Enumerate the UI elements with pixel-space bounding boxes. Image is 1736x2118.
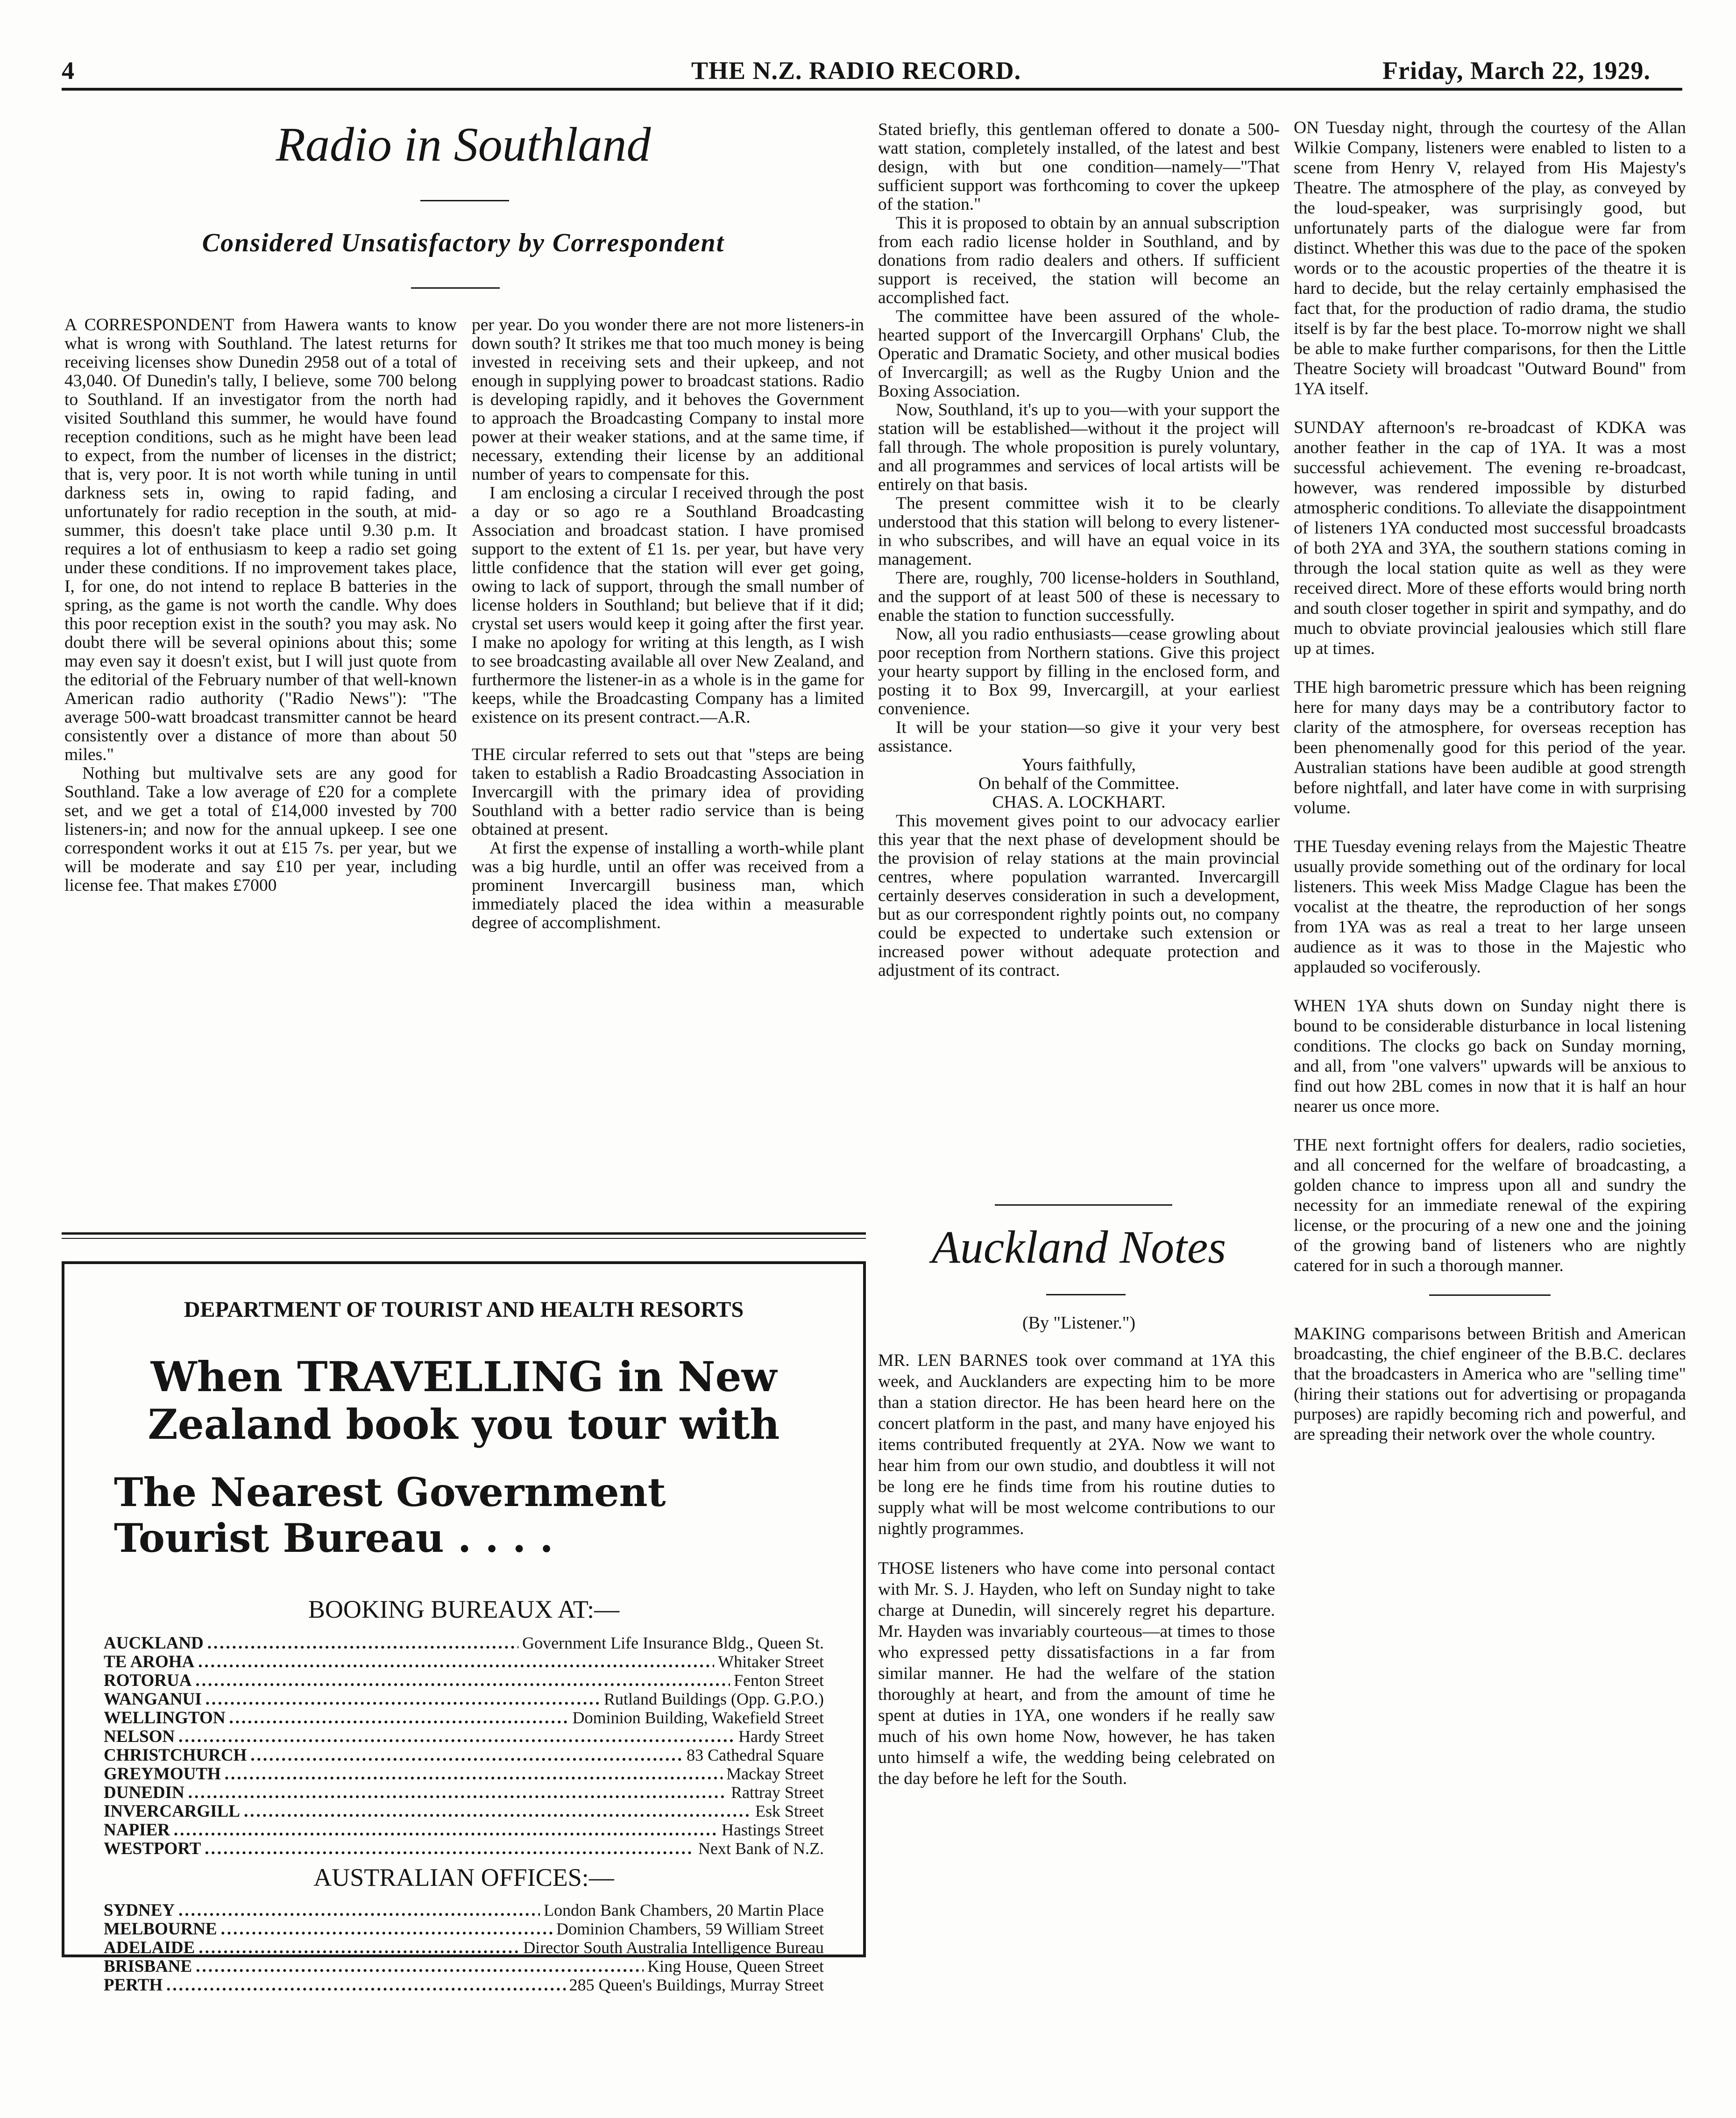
booking-heading: BOOKING BUREAUX AT:—: [308, 1595, 620, 1623]
bureau-city: GREYMOUTH: [104, 1764, 221, 1784]
bureau-address: Mackay Street: [726, 1764, 824, 1783]
office-address: 285 Queen's Buildings, Murray Street: [569, 1976, 824, 1994]
paragraph: Nothing but multivalve sets are any good for Southland. Take a low average of £20 for a complete set, and we get a total of £14,000 invested by 700 listeners-in; and now for the annual upkeep. I see one correspondent works it out at £15 7s. per year, but we will be moderate and say £10 per year, including license fee. That makes £7000: [64, 764, 457, 895]
advert-bureau-1: The Nearest Government: [114, 1469, 666, 1515]
article-title: Radio in Southland: [276, 118, 651, 171]
auckland-title: Auckland Notes: [931, 1221, 1226, 1273]
advert-top-rule: [62, 1232, 866, 1235]
bureau-row: [104, 1708, 824, 1728]
signature: CHAS. A. LOCKHART.: [992, 793, 1166, 812]
bureau-city: NELSON: [104, 1727, 175, 1746]
southland-column-2: [472, 316, 864, 1222]
bureau-row: [104, 1652, 824, 1672]
office-row: [104, 1919, 824, 1939]
bureau-city: AUCKLAND: [104, 1634, 204, 1653]
bureau-row: [104, 1745, 824, 1765]
office-city: SYDNEY: [104, 1901, 175, 1920]
advert-headline-1: When TRAVELLING in New: [150, 1352, 777, 1401]
sign-off: Yours faithfully,: [1022, 755, 1136, 775]
bureau-address: Rattray Street: [731, 1783, 824, 1802]
office-row: [104, 1938, 824, 1958]
office-city: MELBOURNE: [104, 1919, 217, 1939]
tourist-bureau-advert: [62, 1261, 866, 1995]
bureau-row: [104, 1633, 824, 1653]
paragraph: The committee have been assured of the whole-hearted support of the Invercargill Orphans' Club, the Operatic and Dramatic Society, and other musical bodies of Invercargill; as well as the Rugby Union and the Boxing Association.: [878, 307, 1280, 401]
australian-heading: AUSTRALIAN OFFICES:—: [313, 1863, 614, 1891]
bureau-address: Hardy Street: [738, 1727, 824, 1746]
subtitle-rule: [411, 287, 500, 289]
advert-department: DEPARTMENT OF TOURIST AND HEALTH RESORTS: [184, 1297, 744, 1322]
header-rule: [62, 88, 1682, 91]
paragraph: This it is proposed to obtain by an annual subscription from each radio license holder in Southland, and by donations from radio dealers and others. If sufficient support is received, the station will become an accomplished fact.: [878, 213, 1280, 307]
bureau-city: TE AROHA: [104, 1652, 195, 1671]
bureau-row: [104, 1670, 824, 1691]
bureau-row: [104, 1820, 824, 1840]
office-row: [104, 1900, 824, 1920]
bureau-city: INVERCARGILL: [104, 1802, 240, 1821]
title-rule: [420, 200, 509, 201]
bureau-address: Hastings Street: [722, 1820, 824, 1839]
bureau-row: [104, 1727, 824, 1747]
auckland-top-rule: [995, 1204, 1172, 1206]
office-row: [104, 1956, 824, 1976]
column-rule: [1429, 1294, 1551, 1296]
bureau-city: ROTORUA: [104, 1671, 192, 1690]
paragraph: ON Tuesday night, through the courtesy of the Allan Wilkie Company, listeners were enabled to listen to a scene from Henry V, relayed from His Majesty's Theatre. The atmosphere of the play, as conveyed by the loud-speaker, was surprisingly good, but unfortunately parts of the dialogue were far from distinct. Whether this was due to the pace of the spoken words or to the acoustic properties of the theatre it is hard to decide, but the relay certainly emphasised the fact that, for the production of radio drama, the studio itself is by far the best place. To-morrow night we shall be able to make further comparisons, for then the Little Theatre Society will broadcast "Outward Bound" from 1YA itself.: [1294, 118, 1686, 398]
paragraph: THE circular referred to sets out that "steps are being taken to establish a Radio Broadcasting Association in Invercargill with the primary idea of providing Southland with a better radio service than is being obtained at present.: [472, 745, 864, 839]
office-address: London Bank Chambers, 20 Martin Place: [544, 1901, 824, 1919]
paragraph: Now, all you radio enthusiasts—cease growling about poor reception from Northern stations. Give this project your hearty support by filling in the enclosed form, and posting it to Box 99, Invercargill, at your earliest convenience.: [878, 625, 1280, 718]
office-row: [104, 1975, 824, 1995]
page-number: 4: [62, 57, 75, 85]
paragraph: THE next fortnight offers for dealers, radio societies, and all concerned for the welfare of broadcasting, a golden chance to impress upon all and sundry the necessity for an immediate renewal of the expiring license, or the procuring of a new one and the joining of the growing band of listeners who are nightly catered for in such a thorough manner.: [1294, 1136, 1686, 1275]
office-address: King House, Queen Street: [647, 1957, 824, 1976]
auckland-byline: (By "Listener."): [1022, 1313, 1136, 1333]
auckland-column-1: [878, 1350, 1275, 2079]
bureau-address: Government Life Insurance Bldg., Queen St.: [522, 1634, 824, 1652]
paragraph: At first the expense of installing a worth-while plant was a big hurdle, until an offer was received from a prominent Invercargill business man, which immediately placed the idea within a measurable degree of accomplishment.: [472, 839, 864, 932]
issue-date: Friday, March 22, 1929.: [1382, 57, 1651, 85]
paragraph: WHEN 1YA shuts down on Sunday night there is bound to be considerable disturbance in local listening conditions. The clocks go back on Sunday morning, and all, from "one valvers" upwards will be anxious to find out how 2BL comes in now that it is half an hour nearer us once more.: [1294, 996, 1686, 1116]
bureau-city: NAPIER: [104, 1820, 170, 1840]
southland-column-1: [64, 316, 457, 1222]
bureau-city: WESTPORT: [104, 1839, 201, 1858]
bureau-city: WELLINGTON: [104, 1708, 226, 1727]
office-city: ADELAIDE: [104, 1938, 195, 1957]
bureau-address: Fenton Street: [734, 1671, 824, 1690]
paragraph: MAKING comparisons between British and American broadcasting, the chief engineer of the B.B.C. declares that the broadcasters in America who are "selling time" (hiring their stations out for advertising or propaganda purposes) are rapidly becoming rich and powerful, and are spreading their network over the whole country.: [1294, 1324, 1686, 1444]
advert-bureau-2: Tourist Bureau . . . .: [114, 1515, 553, 1561]
paragraph: THOSE listeners who have come into personal contact with Mr. S. J. Hayden, who left on Sunday night to take charge at Dunedin, will sincerely regret his departure. Mr. Hayden was invariably courteous—at times to those who expressed petty dissatisfactions in a far from similar manner. He had the welfare of the station thoroughly at heart, and from the amount of time he spent at duties in 1YA, one wonders if he really saw much of his own home Now, however, he has taken unto himself a wife, the wedding being celebrated on the day before he left for the South.: [878, 1559, 1275, 1788]
paragraph: Stated briefly, this gentleman offered to donate a 500-watt station, completely installed, of the latest and best design, with but one condition—namely—"That sufficient support was forthcoming to cover the upkeep of the station.": [878, 120, 1280, 214]
office-city: PERTH: [104, 1976, 163, 1995]
auckland-title-rule: [1046, 1294, 1126, 1295]
bureau-city: WANGANUI: [104, 1690, 202, 1709]
paragraph: There are, roughly, 700 license-holders in Southland, and the support of at least 500 of these is necessary to enable the station to function successfully.: [878, 569, 1280, 625]
page-header: [0, 13, 1736, 83]
office-address: Director South Australia Intelligence Bureau: [523, 1938, 824, 1957]
auckland-column-2: [1294, 118, 1686, 2075]
publication-title: THE N.Z. RADIO RECORD.: [691, 57, 1021, 85]
bureau-address: Whitaker Street: [718, 1652, 824, 1671]
paragraph: per year. Do you wonder there are not more listeners-in down south? It strikes me that too much money is being invested in receiving sets and their upkeep, and not enough in supplying power to broadcast stations. Radio is developing rapidly, and it behoves the Government to approach the Broadcasting Company to instal more power at their weaker stations, and at the same time, if necessary, extending their license by an additional number of years to compensate for this.: [472, 315, 864, 484]
paragraph: A CORRESPONDENT from Hawera wants to know what is wrong with Southland. The latest returns for receiving licenses show Dunedin 2958 out of a total of 43,040. Of Dunedin's tally, I believe, some 700 belong to Southland. If an investigator from the north had visited Southland this summer, he would have found reception conditions, such as he might have been lead to expect, from the number of licenses in the district; that is, very poor. It is not worth while tuning in until darkness sets in, owing to rapid fading, and unfortunately for radio reception in the south, at mid-summer, this doesn't take place until 9.30 p.m. It requires a lot of enthusiasm to keep a radio set going under these conditions. If no improvement takes place, I, for one, do not intend to replace B batteries in the spring, as the game is not worth the candle. Why does this poor reception exist in the south? you may ask. No doubt there will be several opinions about this; some may even say it doesn't exist, but I will just quote from the editorial of the February number of that well-known American radio authority ("Radio News"): "The average 500-watt broadcast transmitter cannot be heard consistently over a distance of more than about 50 miles.": [64, 315, 457, 764]
bureau-row: [104, 1839, 824, 1859]
paragraph: Now, Southland, it's up to you—with your support the station will be established—without it the project will fall through. The whole proposition is purely voluntary, and all programmes and services of local artists will be entirely on that basis.: [878, 400, 1280, 494]
paragraph: THE Tuesday evening relays from the Majestic Theatre usually provide something out of the ordinary for local listeners. This week Miss Madge Clague has been the vocalist at the theatre, the reproduction of her songs from 1YA was as real a treat to her large unseen audience as it was to those in the Majestic who applauded so vociferously.: [1294, 837, 1686, 977]
bureau-address: Dominion Building, Wakefield Street: [572, 1708, 824, 1727]
paragraph: THE high barometric pressure which has been reigning here for many days may be a contributory factor to clarity of the atmosphere, for overseas reception has been phenomenally good for this period of the year. Australian stations have been audible at good strength before nightfall, and later have come in with surprising volume.: [1294, 678, 1686, 817]
paragraph: It will be your station—so give it your very best assistance.: [878, 718, 1280, 756]
bureau-address: 83 Cathedral Square: [687, 1746, 824, 1764]
bureau-row: [104, 1783, 824, 1803]
paragraph: MR. LEN BARNES took over command at 1YA this week, and Aucklanders are expecting him to be more than a station director. He has been heard here on the concert platform in the past, and many have enjoyed his items contributed frequently at 2YA. Now we want to hear him from our own studio, and doubtless it will not be long ere he finds time from his routine duties to supply what will be most welcome contributions to our nightly programmes.: [878, 1351, 1275, 1538]
bureau-row: [104, 1689, 824, 1709]
bureau-address: Esk Street: [755, 1802, 824, 1820]
office-address: Dominion Chambers, 59 William Street: [556, 1919, 824, 1938]
article-subtitle: Considered Unsatisfactory by Correspondent: [202, 228, 725, 257]
bureau-address: Rutland Buildings (Opp. G.P.O.): [603, 1690, 824, 1708]
advert-top-rule-thin: [62, 1238, 866, 1239]
paragraph: I am enclosing a circular I received through the post a day or so ago re a Southland Broadcasting Association and broadcast station. I have promised support to the extent of £1 1s. per year, but have very little confidence that the station will ever get going, owing to lack of support, through the small number of license holders in Southland; but believe that if it did; crystal set users would keep it going after the first year. I make no apology for writing at this length, as I wish to see broadcasting available all over New Zealand, and furthermore the listener-in as a whole is in the game for keeps, while the Broadcasting Company has a limited existence on its present contract.—A.R.: [472, 483, 864, 727]
bureau-row: [104, 1764, 824, 1784]
bureau-row: [104, 1801, 824, 1821]
office-city: BRISBANE: [104, 1957, 192, 1976]
bureau-city: CHRISTCHURCH: [104, 1746, 247, 1765]
advert-headline-2: Zealand book you tour with: [148, 1400, 780, 1449]
editor-note: This movement gives point to our advocacy earlier this year that the next phase of development should be the provision of relay stations at the main provincial centres, where population warranted. Invercargill certainly deserves consideration in such a development, but as our correspondent rightly points out, no company could be expected to undertake such extension or increased power without adequate protection and adjustment of its contract.: [878, 811, 1280, 980]
bureau-city: DUNEDIN: [104, 1783, 184, 1802]
on-behalf: On behalf of the Committee.: [978, 774, 1180, 793]
southland-column-3: [878, 121, 1280, 1181]
paragraph: The present committee wish it to be clearly understood that this station will belong to every listener-in who subscribes, and will have an equal voice in its management.: [878, 494, 1280, 569]
bureau-address: Next Bank of N.Z.: [698, 1839, 824, 1858]
paragraph: SUNDAY afternoon's re-broadcast of KDKA was another feather in the cap of 1YA. It was a most successful achievement. The evening re-broadcast, however, was rendered impossible by disturbed atmospheric conditions. To alleviate the disappointment of listeners 1YA conducted most successful broadcasts of both 2YA and 3YA, the southern stations coming in through the local station quite as well as they were received direct. More of these efforts would bring north and south closer together in spirit and sympathy, and do much to obviate provincial jealousies which still flare up at times.: [1294, 418, 1686, 658]
